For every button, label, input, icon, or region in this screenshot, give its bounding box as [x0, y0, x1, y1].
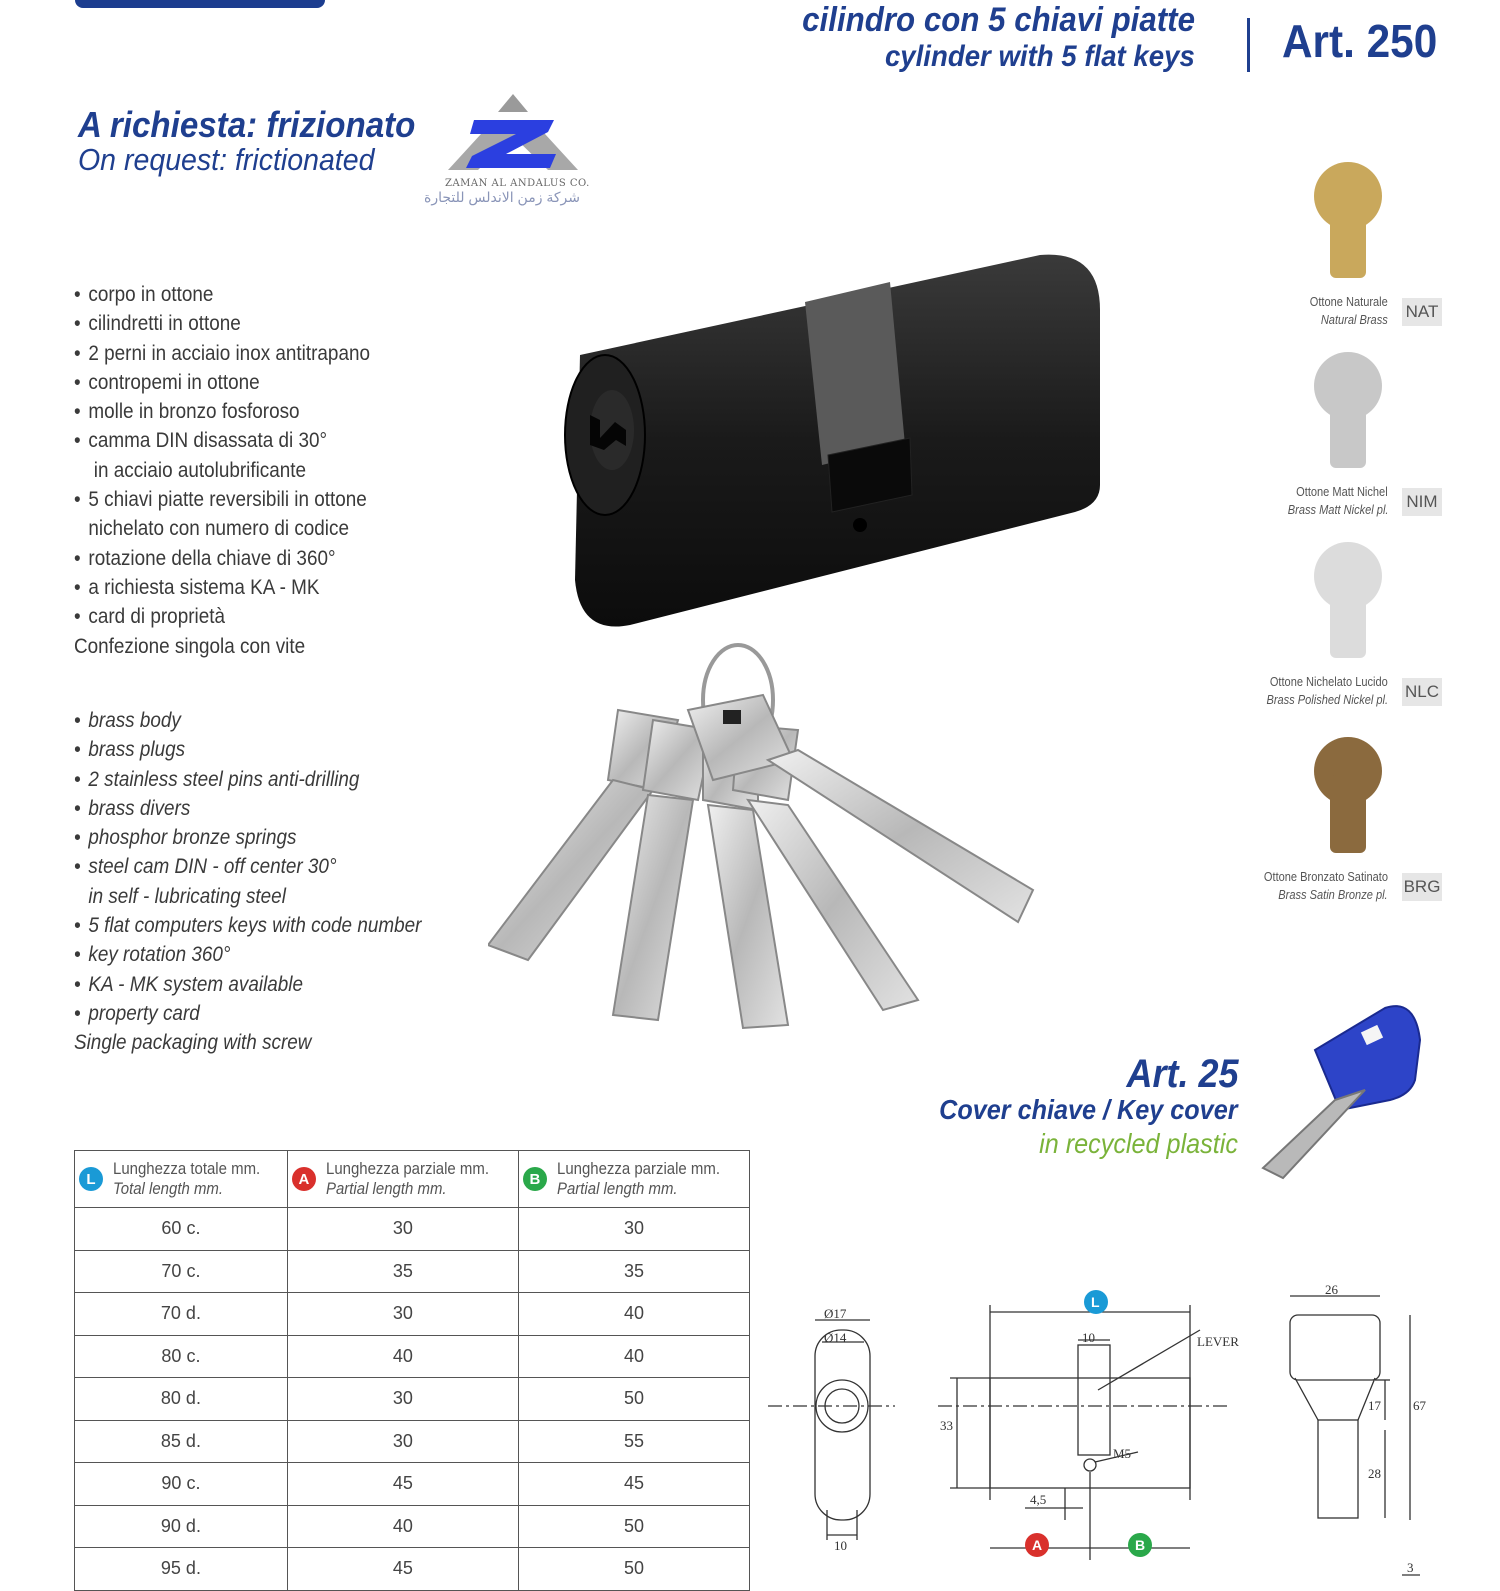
- feature-item: [74, 426, 370, 455]
- bullet-icon: •: [74, 429, 81, 453]
- feature-text: contropemi in ottone: [88, 370, 260, 394]
- table-row: [75, 1420, 750, 1463]
- feature-item: [74, 602, 370, 631]
- top-banner-bar: [75, 0, 325, 8]
- feature-text: camma DIN disassata di 30°: [88, 429, 328, 453]
- feature-text: card di proprietà: [88, 605, 225, 629]
- dim-key-width: 26: [1325, 1282, 1338, 1297]
- table-cell: 50: [518, 1548, 749, 1591]
- table-cell: 90 d.: [75, 1505, 288, 1548]
- table-cell: 35: [518, 1250, 749, 1293]
- table-cell: 30: [287, 1378, 518, 1421]
- table-cell: 80 c.: [75, 1335, 288, 1378]
- finish-code-badge: BRG: [1402, 873, 1442, 901]
- dim-w10: 10: [834, 1538, 847, 1553]
- feature-item: [74, 280, 370, 309]
- feature-item: [74, 573, 370, 602]
- table-cell: 70 c.: [75, 1250, 288, 1293]
- finish-name-it: Ottone Matt Nichel: [1296, 484, 1388, 499]
- table-cell: 40: [518, 1335, 749, 1378]
- feature-item: [74, 882, 421, 911]
- length-badge-icon: A: [292, 1167, 316, 1191]
- finish-code-badge: NLC: [1402, 678, 1442, 706]
- table-cell: 55: [518, 1420, 749, 1463]
- table-cell: 45: [287, 1463, 518, 1506]
- feature-text: key rotation 360°: [88, 943, 231, 967]
- header-label-it: Lunghezza parziale mm.: [325, 1159, 489, 1178]
- finish-code-badge: NAT: [1402, 298, 1442, 326]
- bullet-icon: •: [74, 767, 81, 791]
- dim-d14: Ø14: [824, 1330, 847, 1345]
- logo-text-en: ZAMAN AL ANDALUS CO.: [445, 178, 590, 189]
- accessory-title: Cover chiave / Key cover: [939, 1094, 1238, 1125]
- table-cell: 40: [287, 1505, 518, 1548]
- feature-item: [74, 765, 421, 794]
- drawing-badge-l: L: [1091, 1294, 1100, 1310]
- keys-product-image: [488, 640, 1048, 1040]
- bullet-icon: •: [74, 312, 81, 336]
- table-cell: 45: [518, 1463, 749, 1506]
- header-label-en: Total length mm.: [113, 1179, 224, 1198]
- feature-item: [74, 485, 370, 514]
- feature-item: [74, 368, 370, 397]
- product-title-en: cylinder with 5 flat keys: [885, 40, 1195, 73]
- sizes-table: [74, 1150, 750, 1591]
- finish-swatch: [1312, 350, 1384, 470]
- header-divider: [1247, 18, 1250, 72]
- feature-text: cilindretti in ottone: [88, 312, 241, 336]
- feature-text: brass plugs: [88, 738, 186, 762]
- dim-h33: 33: [940, 1418, 953, 1433]
- feature-text: 5 flat computers keys with code number: [88, 914, 422, 938]
- header-label-en: Partial length mm.: [556, 1179, 678, 1198]
- feature-text: 2 stainless steel pins anti-drilling: [88, 767, 360, 791]
- features-english: [74, 706, 460, 1058]
- table-cell: 45: [287, 1548, 518, 1591]
- table-cell: 40: [518, 1293, 749, 1336]
- table-row: [75, 1378, 750, 1421]
- feature-text: in self - lubricating steel: [88, 884, 286, 908]
- finish-swatch: [1312, 735, 1384, 855]
- bullet-icon: •: [74, 283, 81, 306]
- header-label-it: Lunghezza parziale mm.: [556, 1159, 720, 1178]
- bullet-icon: •: [74, 370, 81, 394]
- company-logo: [436, 92, 590, 182]
- feature-text: steel cam DIN - off center 30°: [88, 855, 337, 879]
- table-row: [75, 1293, 750, 1336]
- feature-item: [74, 970, 421, 999]
- finish-name-en: Natural Brass: [1321, 312, 1388, 327]
- dim-lever-width: 10: [1082, 1330, 1095, 1345]
- table-cell: 50: [518, 1378, 749, 1421]
- features-italian: [74, 280, 403, 661]
- article-number: Art. 250: [1282, 15, 1438, 67]
- table-cell: 30: [287, 1293, 518, 1336]
- table-cell: 35: [287, 1250, 518, 1293]
- feature-text: brass body: [88, 709, 181, 732]
- dim-m5: M5: [1113, 1446, 1132, 1461]
- feature-item: [74, 852, 421, 881]
- drawing-badge-b: B: [1135, 1537, 1146, 1553]
- dim-key-28: 28: [1368, 1466, 1381, 1481]
- table-cell: 60 c.: [75, 1208, 288, 1251]
- bullet-icon: •: [74, 605, 81, 629]
- bullet-icon: •: [74, 826, 81, 850]
- bullet-icon: •: [74, 709, 81, 732]
- feature-text: 5 chiavi piatte reversibili in ottone: [88, 488, 367, 512]
- table-row: [75, 1250, 750, 1293]
- finish-swatch: [1312, 160, 1384, 280]
- feature-item: [74, 735, 421, 764]
- request-title-en: On request: frictionated: [78, 142, 375, 177]
- packaging-it: Confezione singola con vite: [74, 634, 306, 658]
- table-row: [75, 1548, 750, 1591]
- table-header-cell: [287, 1151, 518, 1208]
- feature-item: [74, 940, 421, 969]
- table-row: [75, 1335, 750, 1378]
- finish-name-en: Brass Polished Nickel pl.: [1266, 692, 1388, 707]
- table-cell: 40: [287, 1335, 518, 1378]
- finish-code-badge: NIM: [1402, 488, 1442, 516]
- table-header-cell: [75, 1151, 288, 1208]
- dim-lever: LEVER: [1197, 1334, 1239, 1349]
- dim-key-17: 17: [1368, 1398, 1381, 1413]
- table-cell: 30: [518, 1208, 749, 1251]
- feature-text: rotazione della chiave di 360°: [88, 546, 336, 570]
- feature-item: [74, 911, 421, 940]
- feature-text: nichelato con numero di codice: [88, 517, 349, 541]
- dim-d45: 4,5: [1030, 1492, 1047, 1507]
- packaging-en: Single packaging with screw: [74, 1031, 312, 1055]
- length-badge-icon: B: [523, 1167, 547, 1191]
- feature-text: a richiesta sistema KA - MK: [88, 575, 320, 599]
- bullet-icon: •: [74, 400, 81, 424]
- length-badge-icon: L: [79, 1167, 103, 1191]
- feature-text: phosphor bronze springs: [88, 826, 297, 850]
- bullet-icon: •: [74, 796, 81, 820]
- accessory-article: Art. 25: [1125, 1052, 1238, 1096]
- bullet-icon: •: [74, 1001, 81, 1025]
- table-cell: 95 d.: [75, 1548, 288, 1591]
- drawing-badge-a: A: [1032, 1537, 1043, 1553]
- table-row: [75, 1505, 750, 1548]
- table-cell: 85 d.: [75, 1420, 288, 1463]
- feature-text: in acciaio autolubrificante: [93, 458, 307, 482]
- feature-text: property card: [88, 1001, 200, 1025]
- feature-item: [74, 544, 370, 573]
- header-label-en: Partial length mm.: [325, 1179, 447, 1198]
- dim-d17: Ø17: [824, 1306, 847, 1321]
- bullet-icon: •: [74, 488, 81, 512]
- cylinder-product-image: [560, 250, 1120, 640]
- bullet-icon: •: [74, 738, 81, 762]
- table-cell: 50: [518, 1505, 749, 1548]
- product-title-it: cilindro con 5 chiavi piatte: [802, 1, 1195, 39]
- table-row: [75, 1208, 750, 1251]
- feature-item: [74, 514, 370, 543]
- dim-key-3: 3: [1407, 1560, 1414, 1575]
- feature-item: [74, 397, 370, 426]
- table-cell: 80 d.: [75, 1378, 288, 1421]
- feature-text: 2 perni in acciaio inox antitrapano: [88, 341, 370, 365]
- technical-drawing: [760, 1280, 1480, 1580]
- feature-item: [74, 456, 370, 485]
- finish-name-it: Ottone Nichelato Lucido: [1270, 674, 1388, 689]
- bullet-icon: •: [74, 914, 81, 938]
- feature-item: [74, 823, 421, 852]
- finish-name-it: Ottone Naturale: [1309, 294, 1388, 309]
- table-cell: 70 d.: [75, 1293, 288, 1336]
- table-cell: 30: [287, 1208, 518, 1251]
- key-cover-image: [1255, 1000, 1435, 1190]
- dim-key-height: 67: [1413, 1398, 1426, 1413]
- table-cell: 30: [287, 1420, 518, 1463]
- finish-name-en: Brass Matt Nickel pl.: [1287, 502, 1388, 517]
- feature-text: KA - MK system available: [88, 972, 304, 996]
- finish-name-en: Brass Satin Bronze pl.: [1278, 887, 1388, 902]
- feature-text: molle in bronzo fosforoso: [88, 400, 300, 424]
- feature-item: [74, 309, 370, 338]
- feature-text: brass divers: [88, 796, 191, 820]
- feature-item: [74, 794, 421, 823]
- bullet-icon: •: [74, 341, 81, 365]
- finish-name-it: Ottone Bronzato Satinato: [1263, 869, 1388, 884]
- finish-swatch: [1312, 540, 1384, 660]
- request-title-it: A richiesta: frizionato: [78, 104, 416, 145]
- table-header-cell: [518, 1151, 749, 1208]
- logo-text-ar: شركة زمن الاندلس للتجارة: [424, 189, 580, 205]
- table-cell: 90 c.: [75, 1463, 288, 1506]
- table-row: [75, 1463, 750, 1506]
- header-label-it: Lunghezza totale mm.: [113, 1159, 261, 1178]
- bullet-icon: •: [74, 546, 81, 570]
- bullet-icon: •: [74, 855, 81, 879]
- bullet-icon: •: [74, 943, 81, 967]
- bullet-icon: •: [74, 972, 81, 996]
- accessory-material: in recycled plastic: [1039, 1128, 1238, 1159]
- feature-text: corpo in ottone: [88, 283, 214, 306]
- feature-item: [74, 999, 421, 1028]
- feature-item: [74, 339, 370, 368]
- feature-item: [74, 706, 421, 735]
- bullet-icon: •: [74, 575, 81, 599]
